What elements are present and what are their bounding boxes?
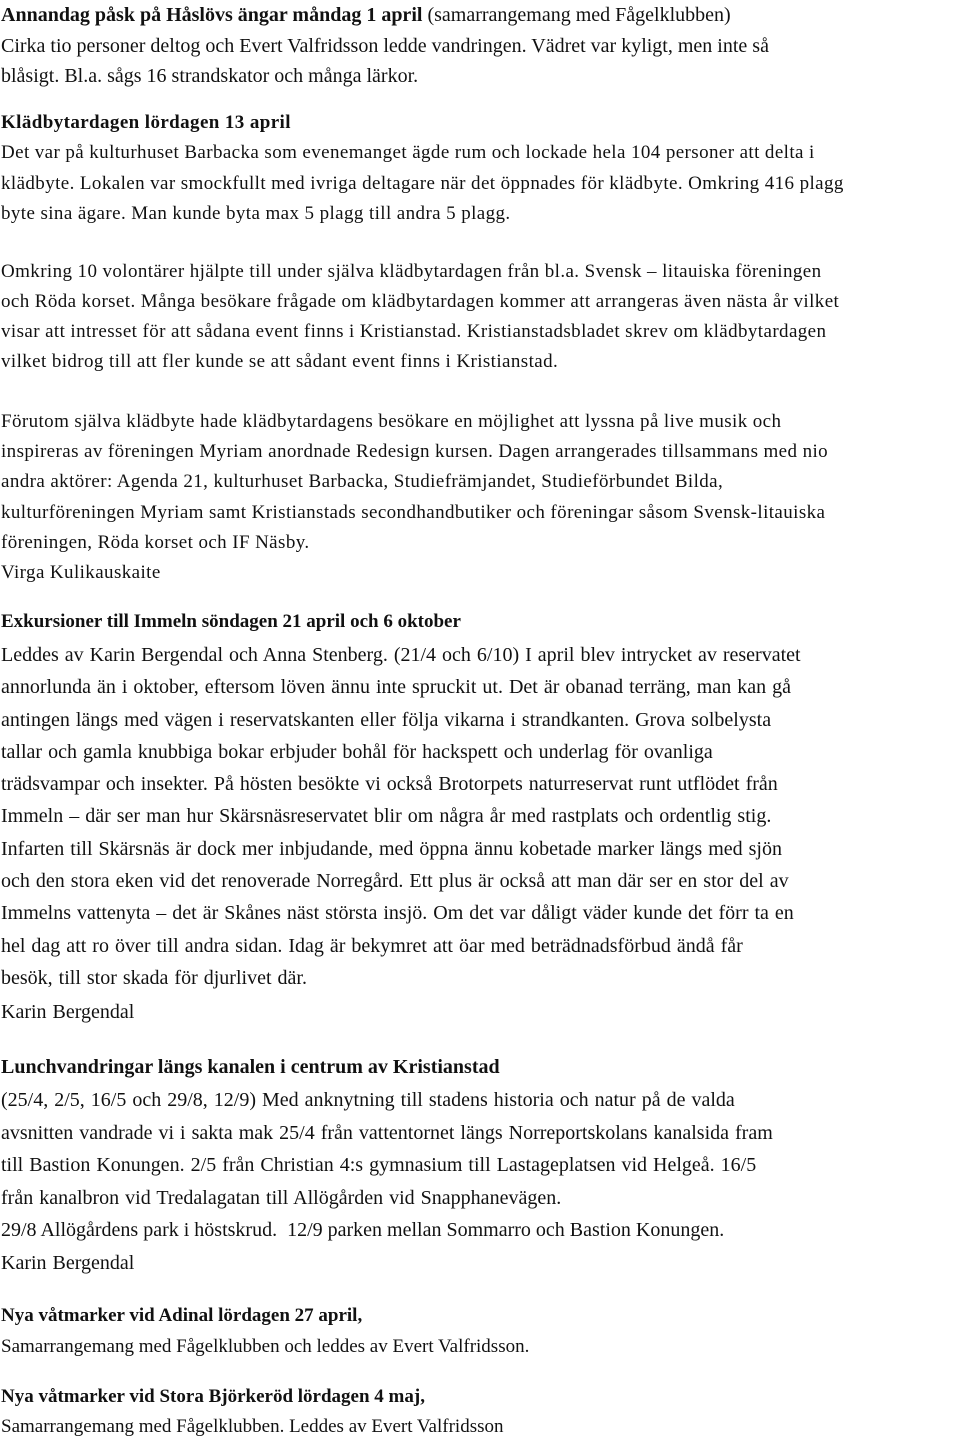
paragraph-line: Cirka tio personer deltog och Evert Valfridsson ledde vandringen. Vädret var kyligt, men inte så <box>1 35 769 57</box>
author-signature: Karin Bergendal <box>1 1252 135 1274</box>
paragraph-line: Förutom själva klädbyte hade klädbytardagens besökare en möjlighet att lyssna på live musik och <box>1 411 782 432</box>
paragraph-line: antingen längs med vägen i reservatskanten eller följa vikarna i strandkanten. Grova solbelysta <box>1 709 772 731</box>
paragraph-line: 29/8 Allögårdens park i höstskrud. 12/9 parken mellan Sommarro och Bastion Konungen. <box>1 1219 725 1241</box>
paragraph-line: byte sina ägare. Man kunde byta max 5 plagg till andra 5 plagg. <box>1 203 511 224</box>
paragraph-line: från kanalbron vid Tredalagatan till Allögården vid Snapphanevägen. <box>1 1187 562 1209</box>
paragraph-line: till Bastion Konungen. 2/5 från Christian 4:s gymnasium till Lastageplatsen vid Helgeå. 16/5 <box>1 1154 757 1176</box>
section-heading: Nya våtmarker vid Adinal lördagen 27 april, <box>1 1305 363 1326</box>
paragraph-line: avsnitten vandrade vi i sakta mak 25/4 från vattentornet längs Norreportskolans kanalsida fram <box>1 1122 773 1144</box>
paragraph-line: Samarrangemang med Fågelklubben och leddes av Evert Valfridsson. <box>1 1336 530 1357</box>
paragraph-line: Omkring 10 volontärer hjälpte till under själva klädbytardagen från bl.a. Svensk – litauiska föreningen <box>1 261 822 282</box>
paragraph-line: blåsigt. Bl.a. sågs 16 strandskator och många lärkor. <box>1 65 419 87</box>
paragraph-line: Det var på kulturhuset Barbacka som evenemanget ägde rum och lockade hela 104 personer att delta i <box>1 142 815 163</box>
paragraph-line: inspireras av föreningen Myriam anordnade Redesign kursen. Dagen arrangerades tillsammans med nio <box>1 441 829 462</box>
paragraph-line: och Röda korset. Många besökare frågade om klädbytardagen kommer att arrangeras även nästa år vilket <box>1 291 840 312</box>
paragraph-line: hel dag att ro över till andra sidan. Idag är bekymret att öar med beträdnadsförbud ändå får <box>1 935 743 957</box>
author-signature: Karin Bergendal <box>1 1001 135 1023</box>
paragraph-line: vilket bidrog till att fler kunde se att sådant event finns i Kristianstad. <box>1 351 559 372</box>
section-annandag-pask <box>1 5 731 25</box>
paragraph-line: trädsvampar och insekter. På hösten besökte vi också Brotorpets naturreservat runt utflödet från <box>1 773 778 795</box>
paragraph-line: föreningen, Röda korset och IF Näsby. <box>1 532 310 553</box>
section-heading-note: (samarrangemang med Fågelklubben) <box>422 4 731 26</box>
section-heading: Nya våtmarker vid Stora Björkeröd lördagen 4 maj, <box>1 1386 425 1407</box>
paragraph-line: annorlunda än i oktober, eftersom löven ännu inte spruckit ut. Det är obanad terräng, man kan gå <box>1 676 791 698</box>
paragraph-line: Leddes av Karin Bergendal och Anna Stenberg. (21/4 och 6/10) I april blev intrycket av reservatet <box>1 644 801 666</box>
paragraph-line: tallar och gamla knubbiga bokar erbjuder bohål för hackspett och underlag för ovanliga <box>1 741 713 763</box>
paragraph-line: andra aktörer: Agenda 21, kulturhuset Barbacka, Studiefrämjandet, Studieförbundet Bilda, <box>1 471 724 492</box>
paragraph-line: klädbyte. Lokalen var smockfullt med ivriga deltagare när det öppnades för klädbyte. Omkring 416 plagg <box>1 173 844 194</box>
section-heading: Annandag påsk på Håslövs ängar måndag 1 april <box>1 4 423 26</box>
section-heading: Lunchvandringar längs kanalen i centrum av Kristianstad <box>1 1056 500 1078</box>
paragraph-line: visar att intresset för att sådana event finns i Kristianstad. Kristianstadsbladet skrev om klädbytardagen <box>1 321 827 342</box>
section-heading: Exkursioner till Immeln söndagen 21 april och 6 oktober <box>1 611 461 632</box>
section-heading: Klädbytardagen lördagen 13 april <box>1 112 291 133</box>
paragraph-line: Immelns vattenyta – det är Skånes näst största insjö. Om det var dåligt väder kunde det förr ta en <box>1 902 794 924</box>
paragraph-line: Immeln – där ser man hur Skärsnäsreservatet blir om några år med rastplats och ordentlig stig. <box>1 805 772 827</box>
paragraph-line: (25/4, 2/5, 16/5 och 29/8, 12/9) Med anknytning till stadens historia och natur på de valda <box>1 1089 735 1111</box>
paragraph-line: Infarten till Skärsnäs är dock mer inbjudande, med öppna ännu kobetade marker längs med sjön <box>1 838 782 860</box>
paragraph-line: besök, till stor skada för djurlivet där. <box>1 967 307 989</box>
paragraph-line: kulturföreningen Myriam samt Kristianstads secondhandbutiker och föreningar såsom Svensk-litauiska <box>1 502 826 523</box>
author-signature: Virga Kulikauskaite <box>1 562 161 583</box>
paragraph-line: och den stora eken vid det renoverade Norregård. Ett plus är också att man där ser en stor del av <box>1 870 789 892</box>
paragraph-line: Samarrangemang med Fågelklubben. Leddes av Evert Valfridsson <box>1 1416 504 1437</box>
